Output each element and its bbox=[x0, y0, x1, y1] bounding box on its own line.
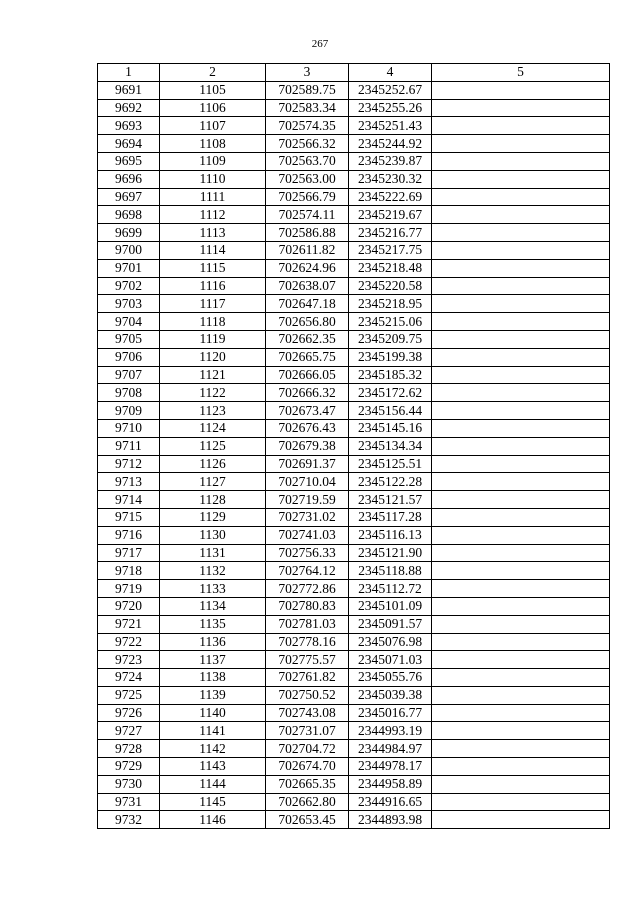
index-cell: 1132 bbox=[160, 562, 266, 580]
point-number-cell: 9731 bbox=[98, 793, 160, 811]
notes-cell bbox=[432, 366, 610, 384]
point-number-cell: 9732 bbox=[98, 811, 160, 829]
table-row bbox=[98, 562, 610, 580]
table-row bbox=[98, 704, 610, 722]
point-number-cell: 9727 bbox=[98, 722, 160, 740]
x-coordinate-cell: 702778.16 bbox=[266, 633, 349, 651]
y-coordinate-cell: 2345244.92 bbox=[349, 135, 432, 153]
table-header-row bbox=[98, 64, 610, 82]
x-coordinate-cell: 702731.02 bbox=[266, 508, 349, 526]
index-cell: 1135 bbox=[160, 615, 266, 633]
y-coordinate-cell: 2345121.57 bbox=[349, 491, 432, 509]
table-row bbox=[98, 206, 610, 224]
notes-cell bbox=[432, 117, 610, 135]
notes-cell bbox=[432, 651, 610, 669]
point-number-cell: 9710 bbox=[98, 419, 160, 437]
x-coordinate-cell: 702750.52 bbox=[266, 686, 349, 704]
table-row bbox=[98, 651, 610, 669]
table-row bbox=[98, 135, 610, 153]
table-row bbox=[98, 330, 610, 348]
notes-cell bbox=[432, 508, 610, 526]
y-coordinate-cell: 2345172.62 bbox=[349, 384, 432, 402]
y-coordinate-cell: 2344916.65 bbox=[349, 793, 432, 811]
y-coordinate-cell: 2345125.51 bbox=[349, 455, 432, 473]
point-number-cell: 9725 bbox=[98, 686, 160, 704]
table-row bbox=[98, 491, 610, 509]
y-coordinate-cell: 2345216.77 bbox=[349, 224, 432, 242]
point-number-cell: 9718 bbox=[98, 562, 160, 580]
point-number-cell: 9713 bbox=[98, 473, 160, 491]
y-coordinate-cell: 2345219.67 bbox=[349, 206, 432, 224]
notes-cell bbox=[432, 384, 610, 402]
y-coordinate-cell: 2345101.09 bbox=[349, 597, 432, 615]
x-coordinate-cell: 702676.43 bbox=[266, 419, 349, 437]
y-coordinate-cell: 2345117.28 bbox=[349, 508, 432, 526]
index-cell: 1122 bbox=[160, 384, 266, 402]
y-coordinate-cell: 2345255.26 bbox=[349, 99, 432, 117]
y-coordinate-cell: 2345239.87 bbox=[349, 152, 432, 170]
table-row bbox=[98, 740, 610, 758]
index-cell: 1107 bbox=[160, 117, 266, 135]
y-coordinate-cell: 2345251.43 bbox=[349, 117, 432, 135]
point-number-cell: 9707 bbox=[98, 366, 160, 384]
x-coordinate-cell: 702624.96 bbox=[266, 259, 349, 277]
index-cell: 1119 bbox=[160, 330, 266, 348]
table-row bbox=[98, 277, 610, 295]
point-number-cell: 9729 bbox=[98, 758, 160, 776]
x-coordinate-cell: 702563.00 bbox=[266, 170, 349, 188]
table-body bbox=[98, 81, 610, 828]
index-cell: 1145 bbox=[160, 793, 266, 811]
x-coordinate-cell: 702781.03 bbox=[266, 615, 349, 633]
table-row bbox=[98, 473, 610, 491]
point-number-cell: 9699 bbox=[98, 224, 160, 242]
x-coordinate-cell: 702566.32 bbox=[266, 135, 349, 153]
notes-cell bbox=[432, 81, 610, 99]
index-cell: 1138 bbox=[160, 669, 266, 687]
x-coordinate-cell: 702662.35 bbox=[266, 330, 349, 348]
column-header: 2 bbox=[160, 64, 266, 82]
table-row bbox=[98, 348, 610, 366]
y-coordinate-cell: 2345091.57 bbox=[349, 615, 432, 633]
point-number-cell: 9730 bbox=[98, 775, 160, 793]
x-coordinate-cell: 702756.33 bbox=[266, 544, 349, 562]
x-coordinate-cell: 702704.72 bbox=[266, 740, 349, 758]
index-cell: 1108 bbox=[160, 135, 266, 153]
notes-cell bbox=[432, 669, 610, 687]
point-number-cell: 9703 bbox=[98, 295, 160, 313]
x-coordinate-cell: 702662.80 bbox=[266, 793, 349, 811]
point-number-cell: 9728 bbox=[98, 740, 160, 758]
notes-cell bbox=[432, 348, 610, 366]
table-row bbox=[98, 633, 610, 651]
notes-cell bbox=[432, 241, 610, 259]
x-coordinate-cell: 702764.12 bbox=[266, 562, 349, 580]
point-number-cell: 9724 bbox=[98, 669, 160, 687]
x-coordinate-cell: 702665.75 bbox=[266, 348, 349, 366]
notes-cell bbox=[432, 686, 610, 704]
index-cell: 1109 bbox=[160, 152, 266, 170]
point-number-cell: 9696 bbox=[98, 170, 160, 188]
index-cell: 1110 bbox=[160, 170, 266, 188]
index-cell: 1114 bbox=[160, 241, 266, 259]
point-number-cell: 9691 bbox=[98, 81, 160, 99]
x-coordinate-cell: 702780.83 bbox=[266, 597, 349, 615]
notes-cell bbox=[432, 722, 610, 740]
point-number-cell: 9694 bbox=[98, 135, 160, 153]
notes-cell bbox=[432, 491, 610, 509]
index-cell: 1141 bbox=[160, 722, 266, 740]
point-number-cell: 9708 bbox=[98, 384, 160, 402]
notes-cell bbox=[432, 224, 610, 242]
index-cell: 1130 bbox=[160, 526, 266, 544]
notes-cell bbox=[432, 188, 610, 206]
x-coordinate-cell: 702691.37 bbox=[266, 455, 349, 473]
index-cell: 1139 bbox=[160, 686, 266, 704]
y-coordinate-cell: 2345122.28 bbox=[349, 473, 432, 491]
point-number-cell: 9720 bbox=[98, 597, 160, 615]
y-coordinate-cell: 2345252.67 bbox=[349, 81, 432, 99]
index-cell: 1128 bbox=[160, 491, 266, 509]
table-row bbox=[98, 526, 610, 544]
y-coordinate-cell: 2345220.58 bbox=[349, 277, 432, 295]
index-cell: 1105 bbox=[160, 81, 266, 99]
table-row bbox=[98, 419, 610, 437]
x-coordinate-cell: 702743.08 bbox=[266, 704, 349, 722]
notes-cell bbox=[432, 206, 610, 224]
point-number-cell: 9715 bbox=[98, 508, 160, 526]
notes-cell bbox=[432, 562, 610, 580]
point-number-cell: 9706 bbox=[98, 348, 160, 366]
index-cell: 1136 bbox=[160, 633, 266, 651]
point-number-cell: 9700 bbox=[98, 241, 160, 259]
notes-cell bbox=[432, 758, 610, 776]
index-cell: 1125 bbox=[160, 437, 266, 455]
y-coordinate-cell: 2345112.72 bbox=[349, 580, 432, 598]
y-coordinate-cell: 2345185.32 bbox=[349, 366, 432, 384]
y-coordinate-cell: 2345222.69 bbox=[349, 188, 432, 206]
coordinates-table bbox=[97, 63, 610, 829]
y-coordinate-cell: 2345076.98 bbox=[349, 633, 432, 651]
y-coordinate-cell: 2345121.90 bbox=[349, 544, 432, 562]
notes-cell bbox=[432, 259, 610, 277]
table-row bbox=[98, 117, 610, 135]
table-row bbox=[98, 188, 610, 206]
index-cell: 1142 bbox=[160, 740, 266, 758]
table-row bbox=[98, 580, 610, 598]
notes-cell bbox=[432, 295, 610, 313]
notes-cell bbox=[432, 580, 610, 598]
y-coordinate-cell: 2345199.38 bbox=[349, 348, 432, 366]
point-number-cell: 9711 bbox=[98, 437, 160, 455]
notes-cell bbox=[432, 597, 610, 615]
notes-cell bbox=[432, 152, 610, 170]
y-coordinate-cell: 2345016.77 bbox=[349, 704, 432, 722]
notes-cell bbox=[432, 99, 610, 117]
point-number-cell: 9717 bbox=[98, 544, 160, 562]
notes-cell bbox=[432, 277, 610, 295]
table-row bbox=[98, 455, 610, 473]
y-coordinate-cell: 2344984.97 bbox=[349, 740, 432, 758]
y-coordinate-cell: 2345071.03 bbox=[349, 651, 432, 669]
point-number-cell: 9693 bbox=[98, 117, 160, 135]
y-coordinate-cell: 2345055.76 bbox=[349, 669, 432, 687]
y-coordinate-cell: 2344993.19 bbox=[349, 722, 432, 740]
notes-cell bbox=[432, 135, 610, 153]
point-number-cell: 9716 bbox=[98, 526, 160, 544]
index-cell: 1137 bbox=[160, 651, 266, 669]
table-row bbox=[98, 669, 610, 687]
index-cell: 1121 bbox=[160, 366, 266, 384]
notes-cell bbox=[432, 615, 610, 633]
index-cell: 1140 bbox=[160, 704, 266, 722]
table-row bbox=[98, 170, 610, 188]
table-row bbox=[98, 544, 610, 562]
x-coordinate-cell: 702586.88 bbox=[266, 224, 349, 242]
point-number-cell: 9705 bbox=[98, 330, 160, 348]
x-coordinate-cell: 702741.03 bbox=[266, 526, 349, 544]
point-number-cell: 9712 bbox=[98, 455, 160, 473]
x-coordinate-cell: 702574.35 bbox=[266, 117, 349, 135]
table-row bbox=[98, 597, 610, 615]
x-coordinate-cell: 702710.04 bbox=[266, 473, 349, 491]
table-row bbox=[98, 241, 610, 259]
table-row bbox=[98, 402, 610, 420]
y-coordinate-cell: 2345145.16 bbox=[349, 419, 432, 437]
point-number-cell: 9726 bbox=[98, 704, 160, 722]
y-coordinate-cell: 2345218.48 bbox=[349, 259, 432, 277]
point-number-cell: 9698 bbox=[98, 206, 160, 224]
y-coordinate-cell: 2345039.38 bbox=[349, 686, 432, 704]
index-cell: 1127 bbox=[160, 473, 266, 491]
notes-cell bbox=[432, 419, 610, 437]
notes-cell bbox=[432, 402, 610, 420]
notes-cell bbox=[432, 775, 610, 793]
y-coordinate-cell: 2344978.17 bbox=[349, 758, 432, 776]
index-cell: 1124 bbox=[160, 419, 266, 437]
index-cell: 1133 bbox=[160, 580, 266, 598]
notes-cell bbox=[432, 704, 610, 722]
table-row bbox=[98, 686, 610, 704]
index-cell: 1118 bbox=[160, 313, 266, 331]
table-row bbox=[98, 811, 610, 829]
point-number-cell: 9721 bbox=[98, 615, 160, 633]
notes-cell bbox=[432, 526, 610, 544]
x-coordinate-cell: 702647.18 bbox=[266, 295, 349, 313]
y-coordinate-cell: 2344893.98 bbox=[349, 811, 432, 829]
index-cell: 1112 bbox=[160, 206, 266, 224]
point-number-cell: 9692 bbox=[98, 99, 160, 117]
y-coordinate-cell: 2344958.89 bbox=[349, 775, 432, 793]
index-cell: 1123 bbox=[160, 402, 266, 420]
x-coordinate-cell: 702566.79 bbox=[266, 188, 349, 206]
page-number: 267 bbox=[311, 38, 329, 50]
x-coordinate-cell: 702563.70 bbox=[266, 152, 349, 170]
x-coordinate-cell: 702775.57 bbox=[266, 651, 349, 669]
x-coordinate-cell: 702574.11 bbox=[266, 206, 349, 224]
table-row bbox=[98, 508, 610, 526]
table-row bbox=[98, 366, 610, 384]
notes-cell bbox=[432, 313, 610, 331]
point-number-cell: 9704 bbox=[98, 313, 160, 331]
x-coordinate-cell: 702666.32 bbox=[266, 384, 349, 402]
notes-cell bbox=[432, 544, 610, 562]
table-row bbox=[98, 152, 610, 170]
point-number-cell: 9697 bbox=[98, 188, 160, 206]
notes-cell bbox=[432, 793, 610, 811]
table-row bbox=[98, 313, 610, 331]
x-coordinate-cell: 702653.45 bbox=[266, 811, 349, 829]
x-coordinate-cell: 702583.34 bbox=[266, 99, 349, 117]
x-coordinate-cell: 702772.86 bbox=[266, 580, 349, 598]
index-cell: 1120 bbox=[160, 348, 266, 366]
point-number-cell: 9719 bbox=[98, 580, 160, 598]
y-coordinate-cell: 2345209.75 bbox=[349, 330, 432, 348]
y-coordinate-cell: 2345118.88 bbox=[349, 562, 432, 580]
table-row bbox=[98, 615, 610, 633]
index-cell: 1146 bbox=[160, 811, 266, 829]
index-cell: 1106 bbox=[160, 99, 266, 117]
index-cell: 1116 bbox=[160, 277, 266, 295]
y-coordinate-cell: 2345217.75 bbox=[349, 241, 432, 259]
point-number-cell: 9723 bbox=[98, 651, 160, 669]
y-coordinate-cell: 2345134.34 bbox=[349, 437, 432, 455]
index-cell: 1126 bbox=[160, 455, 266, 473]
y-coordinate-cell: 2345215.06 bbox=[349, 313, 432, 331]
table-row bbox=[98, 295, 610, 313]
table-row bbox=[98, 758, 610, 776]
index-cell: 1129 bbox=[160, 508, 266, 526]
index-cell: 1143 bbox=[160, 758, 266, 776]
x-coordinate-cell: 702638.07 bbox=[266, 277, 349, 295]
notes-cell bbox=[432, 740, 610, 758]
x-coordinate-cell: 702673.47 bbox=[266, 402, 349, 420]
column-header: 3 bbox=[266, 64, 349, 82]
notes-cell bbox=[432, 455, 610, 473]
y-coordinate-cell: 2345156.44 bbox=[349, 402, 432, 420]
x-coordinate-cell: 702719.59 bbox=[266, 491, 349, 509]
x-coordinate-cell: 702679.38 bbox=[266, 437, 349, 455]
x-coordinate-cell: 702731.07 bbox=[266, 722, 349, 740]
table-row bbox=[98, 259, 610, 277]
x-coordinate-cell: 702674.70 bbox=[266, 758, 349, 776]
point-number-cell: 9722 bbox=[98, 633, 160, 651]
notes-cell bbox=[432, 473, 610, 491]
point-number-cell: 9702 bbox=[98, 277, 160, 295]
column-header: 4 bbox=[349, 64, 432, 82]
table-row bbox=[98, 793, 610, 811]
point-number-cell: 9701 bbox=[98, 259, 160, 277]
table-row bbox=[98, 775, 610, 793]
index-cell: 1115 bbox=[160, 259, 266, 277]
index-cell: 1113 bbox=[160, 224, 266, 242]
table-row bbox=[98, 99, 610, 117]
table-row bbox=[98, 81, 610, 99]
x-coordinate-cell: 702666.05 bbox=[266, 366, 349, 384]
x-coordinate-cell: 702611.82 bbox=[266, 241, 349, 259]
index-cell: 1144 bbox=[160, 775, 266, 793]
y-coordinate-cell: 2345218.95 bbox=[349, 295, 432, 313]
notes-cell bbox=[432, 330, 610, 348]
table-row bbox=[98, 722, 610, 740]
y-coordinate-cell: 2345230.32 bbox=[349, 170, 432, 188]
notes-cell bbox=[432, 633, 610, 651]
x-coordinate-cell: 702665.35 bbox=[266, 775, 349, 793]
notes-cell bbox=[432, 811, 610, 829]
notes-cell bbox=[432, 437, 610, 455]
index-cell: 1134 bbox=[160, 597, 266, 615]
table-row bbox=[98, 437, 610, 455]
column-header: 1 bbox=[98, 64, 160, 82]
x-coordinate-cell: 702589.75 bbox=[266, 81, 349, 99]
notes-cell bbox=[432, 170, 610, 188]
point-number-cell: 9695 bbox=[98, 152, 160, 170]
index-cell: 1131 bbox=[160, 544, 266, 562]
column-header: 5 bbox=[432, 64, 610, 82]
table-row bbox=[98, 384, 610, 402]
x-coordinate-cell: 702656.80 bbox=[266, 313, 349, 331]
point-number-cell: 9714 bbox=[98, 491, 160, 509]
x-coordinate-cell: 702761.82 bbox=[266, 669, 349, 687]
index-cell: 1117 bbox=[160, 295, 266, 313]
table-row bbox=[98, 224, 610, 242]
y-coordinate-cell: 2345116.13 bbox=[349, 526, 432, 544]
point-number-cell: 9709 bbox=[98, 402, 160, 420]
index-cell: 1111 bbox=[160, 188, 266, 206]
